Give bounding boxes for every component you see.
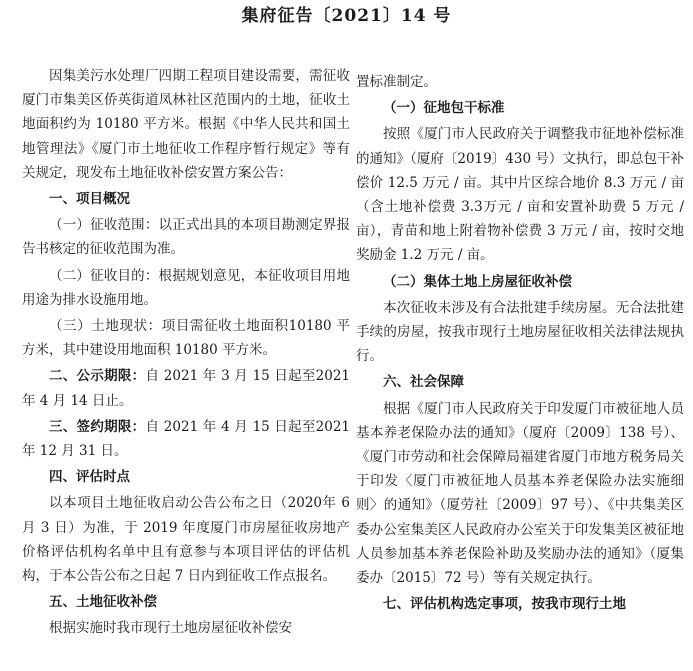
section-heading: 七、评估机构选定事项，按我市现行土地 (383, 596, 626, 613)
section-heading: （一）征地包干标准 (383, 100, 505, 117)
section-heading: 四、评估时点 (49, 469, 130, 486)
paragraph: 因集美污水处理厂四期工程项目建设需要，需征收厦门市集美区侨英街道凤林社区范围内的土地，征收土地面积约为 10180 平方米。根据《中华人民共和国土地管理法》《厦门市土地征收工作程序暂行规定》等有关规定，现发布土地征收补偿安置方案公告： (22, 68, 350, 181)
paragraph: 以本项目土地征收启动公告公布之日（2020年 6 月 3 日）为准，于 2019 年度厦门市房屋征收房地产价格评估机构名单中且有意参与本项目评估的评估机构，于本公告公布之日起 7 日内到征收工作点报名。 (22, 495, 350, 585)
section-heading: 一、项目概况 (49, 191, 130, 208)
paragraph: 按照《厦门市人民政府关于调整我市征地补偿标准的通知》（厦府〔2019〕430 号）文执行，即总包干补偿价 12.5 万元 / 亩。其中片区综合地价 8.3 万元 / 亩（含土地补偿费 3.3万元 / 亩和安置补助费 5 万元 / 亩），青苗和地上附着物补偿费 3 万元 / 亩，按时交地奖励金 1.2 万元 / 亩。 (356, 126, 684, 264)
paragraph: 根据《厦门市人民政府关于印发厦门市被征地人员基本养老保险办法的通知》（厦府〔2009〕138 号）、《厦门市劳动和社会保障局福建省厦门市地方税务局关于印发〈厦门市被征地人员基本养老保险办法实施细则〉的通知》（厦劳社〔2009〕97 号）、《中共集美区委办公室集美区人民政府办公室关于印发集美区被征地人员参加基本养老保险补助及奖励办法的通知》（厦集委办〔2015〕72 号）等有关规定执行。 (356, 400, 684, 587)
section-text: 自 2021 年 3 月 15 日起至2021 年 4 月 14 日止。 (22, 368, 351, 409)
section-heading: 三、签约期限： (49, 418, 146, 435)
section-text: 自 2021 年 4 月 15 日起至2021 年 12 月 31 日。 (22, 418, 351, 460)
paragraph: 置标准制定。 (356, 74, 437, 90)
section-heading: 六、社会保障 (383, 374, 464, 391)
paragraph: （三）土地现状：项目需征收土地面积10180 平方米，其中建设用地面积 10180 平方米。 (22, 318, 350, 359)
right-column (356, 70, 684, 618)
section-paragraph (22, 415, 350, 463)
left-column (22, 64, 350, 643)
document-title: 集府征告〔2021〕14 号 (241, 6, 452, 26)
section-heading: 二、公示期限： (49, 368, 146, 385)
section-paragraph (22, 364, 350, 412)
paragraph: （二）征收目的：根据规划意见，本征收项目用地用途为排水设施用地。 (22, 267, 350, 308)
paragraph: （一）征收范围：以正式出具的本项目勘测定界报告书核定的征收范围为准。 (22, 217, 350, 258)
section-heading: （二）集体土地上房屋征收补偿 (383, 273, 572, 290)
paragraph: 本次征收未涉及有合法批建手续房屋。无合法批建手续的房屋，按我市现行土地房屋征收相关法律法规执行。 (356, 299, 684, 365)
section-heading: 五、土地征收补偿 (49, 594, 157, 611)
paragraph: 根据实施时我市现行土地房屋征收补偿安 (49, 620, 292, 637)
